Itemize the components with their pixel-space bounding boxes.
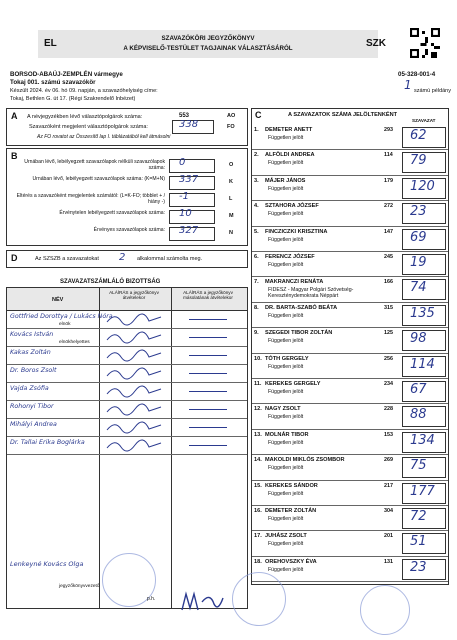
copy-receipt-mark [189, 391, 227, 392]
candidate-row [252, 124, 448, 150]
candidate-number: 1. [254, 127, 259, 133]
registered-label: A névjegyzékben lévő választópolgárok száma: [27, 114, 143, 120]
committee-member-row [7, 382, 247, 401]
header-left-code: EL [44, 38, 57, 49]
count-rounds-label-post: alkalommal számolta meg. [137, 256, 203, 262]
candidate-votes: 67 [410, 382, 427, 397]
committee-table [6, 287, 248, 609]
candidate-number: 2. [254, 152, 259, 159]
section-a-letter: A [11, 111, 18, 121]
candidate-name: MOLNÁR TIBOR [265, 431, 309, 438]
committee-member-row [7, 346, 247, 365]
candidate-name: KEREKES GERGELY [265, 381, 321, 387]
handwritten-signature-icon [180, 590, 225, 614]
district: Tokaj 001. számú szavazókör [10, 79, 96, 86]
candidate-registration-number: 234 [384, 381, 393, 387]
candidate-number: 6. [254, 254, 259, 260]
candidate-registration-number: 245 [384, 254, 393, 260]
candidate-row [252, 327, 448, 353]
candidate-name: KEREKES SÁNDOR [265, 482, 318, 489]
candidate-votes: 98 [410, 331, 427, 347]
copy-label: számú példány [414, 88, 451, 94]
header-title-line2: A KÉPVISELŐ-TESTÜLET TAGJAINAK VÁLASZTÁSÁRÓL [123, 45, 293, 52]
county: BORSOD-ABAÚJ-ZEMPLÉN vármegye [10, 71, 123, 78]
candidate-votes: 72 [410, 509, 427, 524]
candidate-votes: 51 [410, 534, 427, 550]
section-b-row-label: Eltérés a szavazóként megjelentek számától: (L=K-FO; többlet + / hiány -) [16, 193, 165, 205]
candidate-party: Független jelölt [268, 490, 304, 497]
candidate-name: TÓTH GERGELY [265, 355, 309, 362]
candidate-number: 9. [254, 330, 259, 337]
section-b-row-label: Érvényes szavazólapok száma: [93, 227, 165, 233]
candidate-party: Független jelölt [268, 566, 304, 573]
header-band [38, 30, 386, 58]
copy-receipt-mark [189, 355, 227, 356]
bottom-stamp-2-icon [360, 585, 410, 635]
count-rounds-label-pre: Az SZSZB a szavazatokat [35, 256, 99, 262]
col-sig1: ALÁÍRÁS a jegyzőkönyv átvételekor [109, 290, 159, 300]
copy-number: 1 [404, 78, 412, 92]
candidate-party: Független jelölt [268, 389, 304, 395]
section-b-row [7, 225, 247, 242]
candidate-row [252, 556, 448, 582]
copy-receipt-mark [189, 319, 227, 320]
doc-code: 05-328-001-4 [398, 71, 436, 78]
candidate-party: Független jelölt [268, 262, 304, 268]
candidate-registration-number: 147 [384, 228, 393, 235]
candidate-name: MAKRANCZI RENÁTA [265, 279, 324, 286]
candidate-number: 15. [254, 482, 262, 489]
candidate-registration-number: 153 [384, 431, 393, 438]
candidate-row [252, 149, 448, 175]
committee-member-row [7, 418, 247, 437]
signature-icon [105, 438, 165, 452]
candidate-row [252, 454, 448, 480]
candidate-registration-number: 179 [384, 177, 393, 184]
candidate-registration-number: 217 [384, 482, 393, 489]
section-b-letter: B [11, 151, 18, 161]
seal-label: p.h. [147, 596, 156, 602]
candidate-number: 13. [254, 431, 262, 438]
section-b-row-code: K [229, 179, 233, 185]
candidate-name: SZEGEDI TIBOR ZOLTÁN [265, 330, 333, 337]
candidate-name: OREHOVSZKY ÉVA [265, 558, 317, 565]
section-b-row-label: Urnában lévő, lebélyegzett szavazólapok nélküli szavazólapok száma: [24, 159, 165, 171]
candidate-votes: 19 [410, 255, 427, 270]
committee-member-name: Mihályi Andrea [10, 421, 57, 428]
committee-member-row [7, 436, 247, 455]
section-b-row [7, 157, 247, 174]
candidate-votes: 120 [410, 178, 435, 194]
candidate-party: Független jelölt [268, 211, 304, 218]
candidate-number: 11. [254, 381, 262, 387]
committee-member-name: Dr. Boros Zsolt [10, 367, 57, 374]
committee-member-row [7, 400, 247, 419]
candidate-row [252, 480, 448, 506]
candidate-party: Független jelölt [268, 236, 304, 243]
candidate-number: 7. [254, 279, 259, 286]
committee-title: SZAVAZATSZÁMLÁLÓ BIZOTTSÁG [60, 279, 161, 285]
signature-icon [105, 330, 165, 344]
candidate-row [252, 505, 448, 531]
signature-icon [105, 312, 165, 326]
role-secretary: jegyzőkönyvvezető [59, 584, 100, 589]
votes-column-header: SZAVAZAT [412, 118, 436, 123]
candidate-registration-number: 125 [384, 330, 393, 337]
date-line: Készült 2024. év 06. hó 09. napján, a szavazóhelyiség címe: [10, 88, 158, 94]
candidate-registration-number: 201 [384, 533, 393, 540]
turnout-label: Szavazóként megjelent választópolgárok száma: [29, 124, 148, 130]
candidate-row [252, 530, 448, 556]
qr-code-icon [410, 28, 440, 58]
secretary-name: Lenkeyné Kovács Olga [10, 560, 84, 568]
section-d-letter: D [11, 253, 18, 263]
turnout-code: FO [227, 124, 235, 130]
candidate-registration-number: 304 [384, 508, 393, 514]
candidate-votes: 134 [410, 432, 435, 448]
committee-member-name: Gottfried Dorottya / Lukács Nóra [10, 313, 113, 320]
section-b-row-value: -1 [179, 191, 189, 202]
signature-icon [105, 420, 165, 434]
candidate-party: Független jelölt [268, 465, 304, 472]
candidate-number: 12. [254, 406, 262, 413]
copy-receipt-mark [189, 409, 227, 410]
candidate-party: Független jelölt [268, 363, 304, 370]
role-president: elnök [59, 322, 71, 327]
section-b-row-code: N [229, 230, 233, 236]
signature-icon [105, 348, 165, 362]
candidate-party: Független jelölt [268, 414, 304, 421]
section-b-row-label: Érvénytelen lebélyegzett szavazólapok száma: [59, 210, 165, 216]
candidate-votes: 23 [410, 204, 427, 220]
candidate-votes: 177 [410, 483, 435, 499]
section-b [6, 148, 248, 246]
candidate-party: Független jelölt [268, 439, 304, 446]
candidate-registration-number: 228 [384, 406, 393, 413]
candidate-votes: 88 [410, 407, 427, 423]
candidate-name: MÁJER JÁNOS [265, 177, 306, 184]
candidate-registration-number: 131 [384, 558, 393, 565]
section-c [251, 108, 449, 585]
committee-member-name: Kakas Zoltán [10, 349, 51, 356]
candidate-party: Független jelölt [268, 338, 304, 345]
candidate-row [252, 226, 448, 252]
candidate-number: 8. [254, 304, 259, 311]
candidate-registration-number: 272 [384, 203, 393, 210]
bottom-stamp-icon [232, 572, 286, 626]
section-c-title: A SZAVAZATOK SZÁMA JELÖLTENKÉNT [288, 112, 398, 118]
candidate-row [252, 200, 448, 226]
candidate-number: 16. [254, 508, 262, 514]
header-title-line1: SZAVAZÓKÖRI JEGYZŐKÖNYV [161, 35, 255, 42]
candidate-name: NAGY ZSOLT [265, 406, 301, 413]
candidate-number: 4. [254, 203, 259, 210]
candidate-row [252, 276, 448, 302]
committee-member-name: Vajda Zsófia [10, 385, 49, 392]
signature-icon [105, 366, 165, 380]
candidate-row [252, 353, 448, 379]
candidate-name: DR. BARTA-SZABÓ BEÁTA [265, 304, 338, 311]
count-rounds-value: 2 [119, 252, 126, 263]
turnout-value: 338 [179, 119, 199, 130]
candidate-votes: 62 [410, 128, 427, 143]
candidate-registration-number: 269 [384, 457, 393, 464]
candidate-party: Független jelölt [268, 135, 304, 141]
candidate-party: Független jelölt [268, 160, 304, 167]
candidate-name: FERENCZ JÓZSEF [265, 254, 315, 260]
candidate-registration-number: 293 [384, 127, 393, 133]
section-b-row-value: 337 [179, 174, 199, 185]
candidate-row [252, 302, 448, 328]
candidate-row [252, 251, 448, 277]
copy-receipt-mark [189, 445, 227, 446]
candidate-number: 17. [254, 533, 262, 540]
committee-member-row [7, 328, 247, 347]
candidate-registration-number: 114 [384, 152, 393, 159]
col-name: NÉV [52, 297, 64, 303]
section-b-row-code: M [229, 213, 234, 219]
candidate-party: Független jelölt [268, 541, 304, 548]
candidate-name: ALFÖLDI ANDREA [265, 152, 315, 159]
registered-code: AO [227, 113, 236, 119]
committee-member-row [7, 364, 247, 383]
candidate-party: Független jelölt [268, 516, 304, 522]
candidate-number: 10. [254, 355, 262, 362]
candidate-name: DEMETER ANETT [265, 127, 313, 133]
section-b-row-value: 10 [179, 208, 192, 219]
committee-member-row [7, 310, 247, 329]
signature-icon [105, 402, 165, 416]
header-right-code: SZK [366, 38, 386, 49]
candidate-registration-number: 166 [384, 279, 393, 286]
candidate-votes: 69 [410, 229, 427, 245]
candidate-party: FIDESZ - Magyar Polgári Szövetség-Kereszténydemokrata Néppárt [268, 287, 354, 300]
candidate-name: SZTAHORA JÓZSEF [265, 203, 319, 210]
candidate-registration-number: 256 [384, 355, 393, 362]
committee-member-name: Dr. Tallai Erika Boglárka [10, 439, 85, 446]
section-b-row [7, 208, 247, 225]
candidate-row [252, 378, 448, 404]
section-b-row-value: 327 [179, 225, 199, 236]
section-a-note: Az FO rovatot az Összesítő lap I. táblázatából kell átmásolni [37, 134, 171, 140]
col-sig2: ALÁÍRÁS a jegyzőkönyv másolatának átvételekor [183, 290, 233, 300]
copy-receipt-mark [189, 337, 227, 338]
role-vice-president: elnökhelyettes [59, 340, 90, 345]
candidate-votes: 74 [410, 280, 427, 296]
signature-icon [105, 384, 165, 398]
section-b-row [7, 191, 247, 208]
section-a [6, 108, 248, 146]
section-b-row-label: Urnában lévő, lebélyegzett szavazólapok száma: (K=M+N) [32, 176, 165, 182]
candidate-number: 14. [254, 457, 262, 464]
candidate-name: MAKOLDI MIKLÓS ZSOMBOR [265, 457, 345, 464]
candidate-number: 3. [254, 177, 259, 184]
committee-member-name: Rohonyi Tibor [10, 403, 54, 410]
candidate-votes: 75 [410, 458, 427, 474]
candidate-votes: 23 [410, 559, 427, 575]
section-b-row [7, 174, 247, 191]
candidate-votes: 135 [410, 305, 435, 321]
candidate-number: 5. [254, 228, 259, 235]
candidate-name: FINCZICZKI KRISZTINA [265, 228, 328, 235]
candidate-votes: 114 [410, 356, 435, 372]
section-b-row-value: 0 [179, 157, 186, 168]
section-c-letter: C [255, 110, 262, 120]
section-b-row-code: O [229, 162, 234, 168]
registered-value: 553 [179, 113, 190, 119]
candidate-party: Független jelölt [268, 312, 304, 319]
candidate-party: Független jelölt [268, 185, 304, 192]
address: Tokaj, Bethlen G. út 17. (Régi Szakrendelő Inbézet) [10, 96, 136, 102]
candidate-number: 18. [254, 558, 262, 565]
candidate-name: DEMETER ZOLTÁN [265, 508, 317, 514]
copy-receipt-mark [189, 373, 227, 374]
section-b-row-code: L [229, 196, 233, 202]
copy-receipt-mark [189, 427, 227, 428]
candidate-row [252, 175, 448, 201]
committee-member-name: Kovács István [10, 331, 54, 338]
candidate-name: JUHÁSZ ZSOLT [265, 533, 307, 540]
candidate-row [252, 429, 448, 455]
candidate-votes: 79 [410, 153, 427, 169]
candidate-row [252, 403, 448, 429]
section-d [6, 250, 248, 268]
candidate-registration-number: 315 [384, 304, 393, 311]
